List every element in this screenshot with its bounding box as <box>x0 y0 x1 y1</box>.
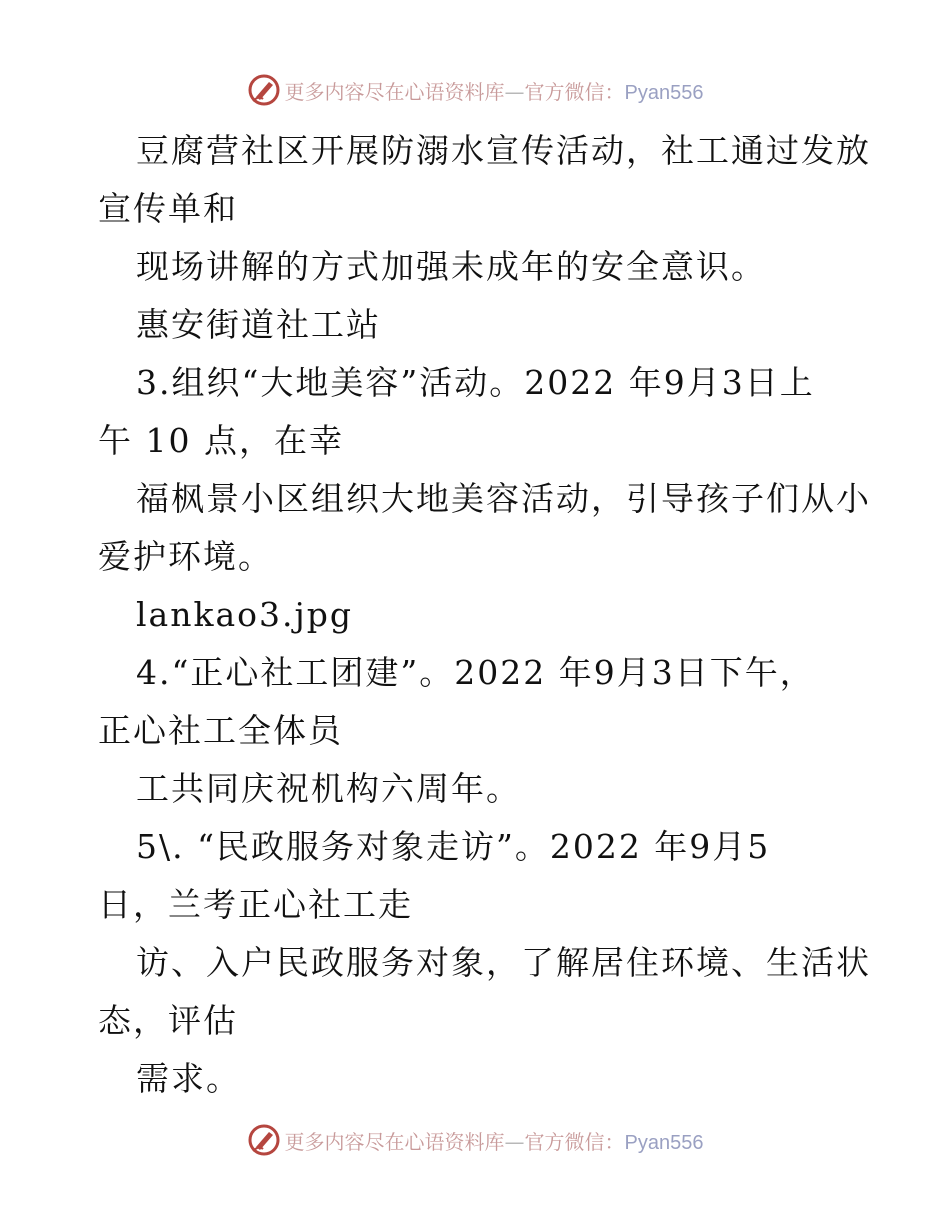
text-line: 正心社工全体员 <box>98 711 343 750</box>
text-line: 4.“正心社工团建”。2022 年9月3日下午， <box>136 653 815 692</box>
watermark-text <box>285 1126 704 1155</box>
text-line: 态，评估 <box>98 1001 238 1040</box>
stylized-circle-pen-logo-icon <box>247 73 281 107</box>
text-line: 现场讲解的方式加强未成年的安全意识。 <box>136 247 766 286</box>
watermark-brand: 更多内容尽在心语资料库 <box>284 1129 505 1154</box>
text-line: 3.组织“大地美容”活动。2022 年9月3日上 <box>136 363 815 402</box>
text-line: 宣传单和 <box>98 189 238 228</box>
text-line: 访、入户民政服务对象，了解居住环境、生活状 <box>136 943 871 982</box>
watermark-brand: 更多内容尽在心语资料库 <box>284 79 505 104</box>
document-body <box>98 122 898 1108</box>
text-line: 5\. “民政服务对象走访”。2022 年9月5 <box>136 827 771 866</box>
watermark-wechat-id: Pyan556 <box>624 1131 704 1154</box>
text-line: 日，兰考正心社工走 <box>98 885 413 924</box>
watermark-wechat-id: Pyan556 <box>624 81 704 104</box>
watermark-wechat-label: 官方微信： <box>524 79 625 104</box>
watermark-text <box>285 76 704 105</box>
text-line: 惠安街道社工站 <box>136 305 381 344</box>
watermark-separator: — <box>504 79 525 104</box>
text-line: 福枫景小区组织大地美容活动，引导孩子们从小 <box>136 479 871 518</box>
text-line: lankao3.jpg <box>136 595 353 634</box>
text-line: 工共同庆祝机构六周年。 <box>136 769 521 808</box>
text-line: 豆腐营社区开展防溺水宣传活动，社工通过发放 <box>136 131 871 170</box>
watermark-wechat-label: 官方微信： <box>524 1129 625 1154</box>
watermark-separator: — <box>504 1129 525 1154</box>
text-line: 需求。 <box>136 1059 241 1098</box>
footer-watermark <box>0 1120 950 1160</box>
header-watermark <box>0 70 950 110</box>
text-line: 爱护环境。 <box>98 537 273 576</box>
text-line: 午 10 点，在幸 <box>98 421 344 460</box>
stylized-circle-pen-logo-icon <box>247 1123 281 1157</box>
